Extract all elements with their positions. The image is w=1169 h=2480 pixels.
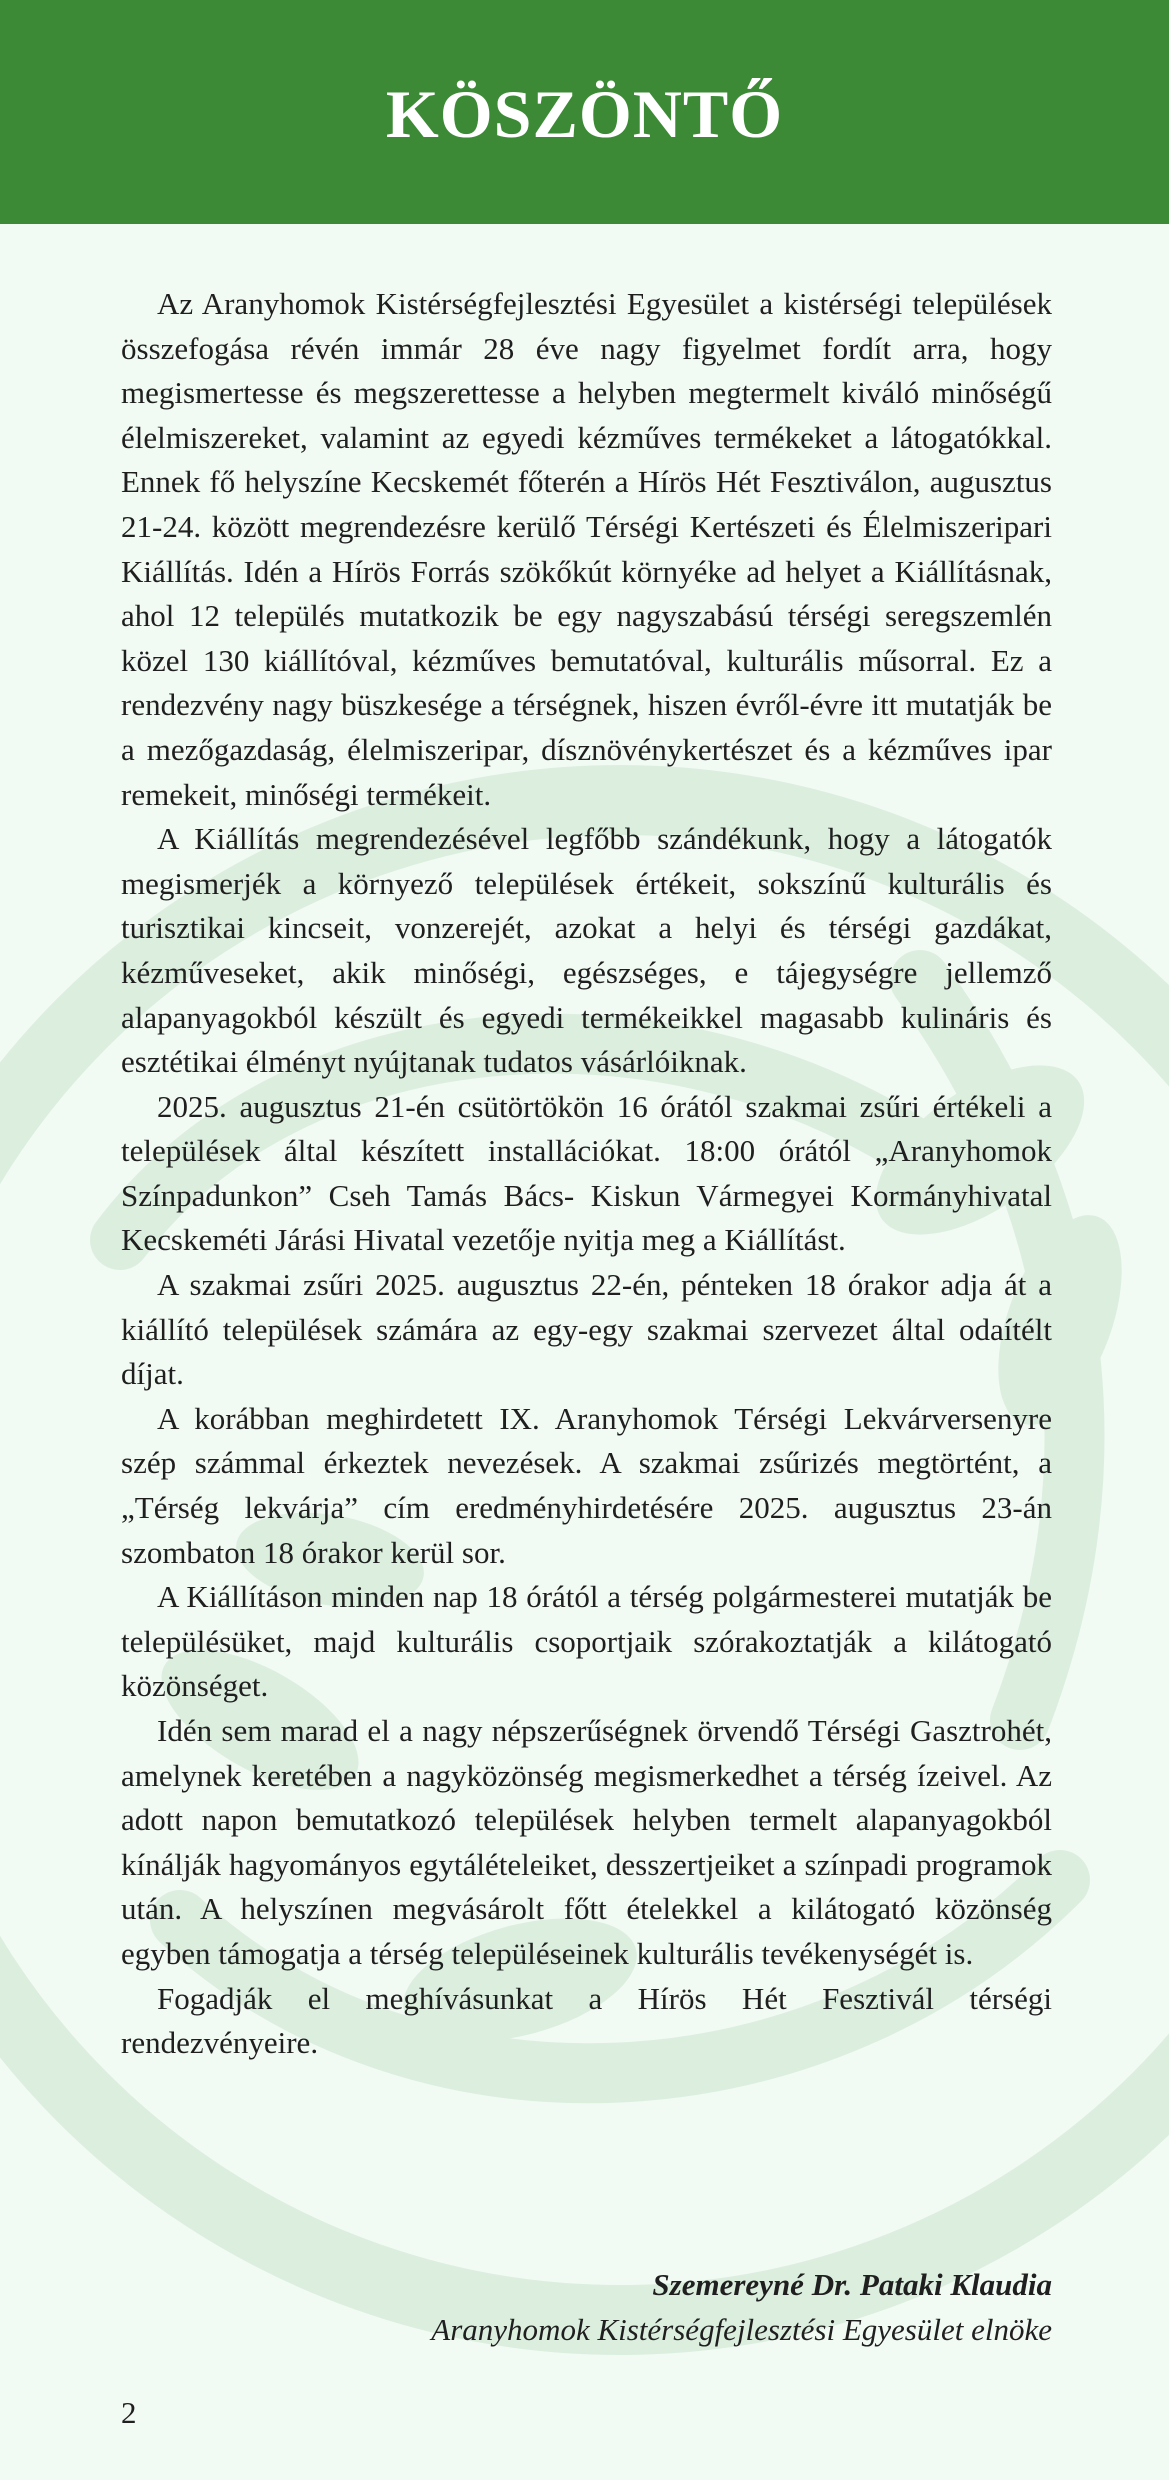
page-title: KÖSZÖNTŐ	[385, 75, 784, 152]
signature-block	[121, 2262, 1052, 2352]
paragraph: A Kiállításon minden nap 18 órától a térség polgármesterei mutatják be településüket, majd kulturális csoportjaik szórakoztatják a kilátogató közönséget.	[121, 1579, 1052, 1704]
paragraph: Idén sem marad el a nagy népszerűségnek örvendő Térségi Gasztrohét, amelynek keretében a nagyközönség megismerkedhet a térség ízeivel. Az adott napon bemutatkozó települések helyben termelt alapanyagokból kínálják hagyományos egytálételeiket, desszertjeiket a színpadi programok után. A helyszínen megvásárolt főtt ételekkel a kilátogató közönség egyben támogatja a térség településeinek kulturális tevékenységét is.	[121, 1713, 1052, 1971]
article-body	[121, 282, 1052, 2066]
paragraph: A szakmai zsűri 2025. augusztus 22-én, pénteken 18 órakor adja át a kiállító települések számára az egy-egy szakmai szervezet által odaítélt díjat.	[121, 1267, 1052, 1392]
signature-name: Szemereyné Dr. Pataki Klaudia	[652, 2267, 1052, 2302]
page-header	[0, 0, 1169, 224]
paragraph: 2025. augusztus 21-én csütörtökön 16 órától szakmai zsűri értékeli a települések által készített installációkat. 18:00 órától „Aranyhomok Színpadunkon” Cseh Tamás Bács- Kiskun Vármegyei Kormányhivatal Kecskeméti Járási Hivatal vezetője nyitja meg a Kiállítást.	[121, 1088, 1052, 1258]
paragraph: A Kiállítás megrendezésével legfőbb szándékunk, hogy a látogatók megismerjék a környező települések értékeit, sokszínű kulturális és turisztikai kincseit, vonzerejét, azokat a helyi és térségi gazdákat, kézműveseket, akik minőségi, egészséges, e tájegységre jellemző alapanyagokból készült és egyedi termékeikkel magasabb kulináris és esztétikai élményt nyújtanak tudatos vásárlóiknak.	[121, 821, 1052, 1080]
page-number: 2	[121, 2395, 137, 2430]
paragraph: Fogadják el meghívásunkat a Hírös Hét Fesztivál térségi rendezvényeire.	[121, 1980, 1052, 2061]
paragraph: Az Aranyhomok Kistérségfejlesztési Egyesület a kistérségi települések összefogása révén immár 28 éve nagy figyelmet fordít arra, hogy megismertesse és megszerettesse a helyben megtermelt kiváló minőségű élelmiszereket, valamint az egyedi kézműves termékeket a látogatókkal. Ennek fő helyszíne Kecskemét főterén a Hírös Hét Fesztiválon, augusztus 21-24. között megrendezésre kerülő Térségi Kertészeti és Élelmiszeripari Kiállítás. Idén a Hírös Forrás szökőkút környéke ad helyet a Kiállításnak, ahol 12 település mutatkozik be egy nagyszabású térségi seregszemlén közel 130 kiállítóval, kézműves bemutatóval, kulturális műsorral. Ez a rendezvény nagy büszkesége a térségnek, hiszen évről-évre itt mutatják be a mezőgazdaság, élelmiszeripar, dísznövénykertészet és a kézműves ipar remekeit, minőségi termékeit.	[121, 286, 1052, 812]
signature-role: Aranyhomok Kistérségfejlesztési Egyesület elnöke	[431, 2312, 1052, 2347]
paragraph: A korábban meghirdetett IX. Aranyhomok Térségi Lekvárversenyre szép számmal érkeztek nevezések. A szakmai zsűrizés megtörtént, a „Térség lekvárja” cím eredményhirdetésére 2025. augusztus 23-án szombaton 18 órakor kerül sor.	[121, 1400, 1052, 1570]
